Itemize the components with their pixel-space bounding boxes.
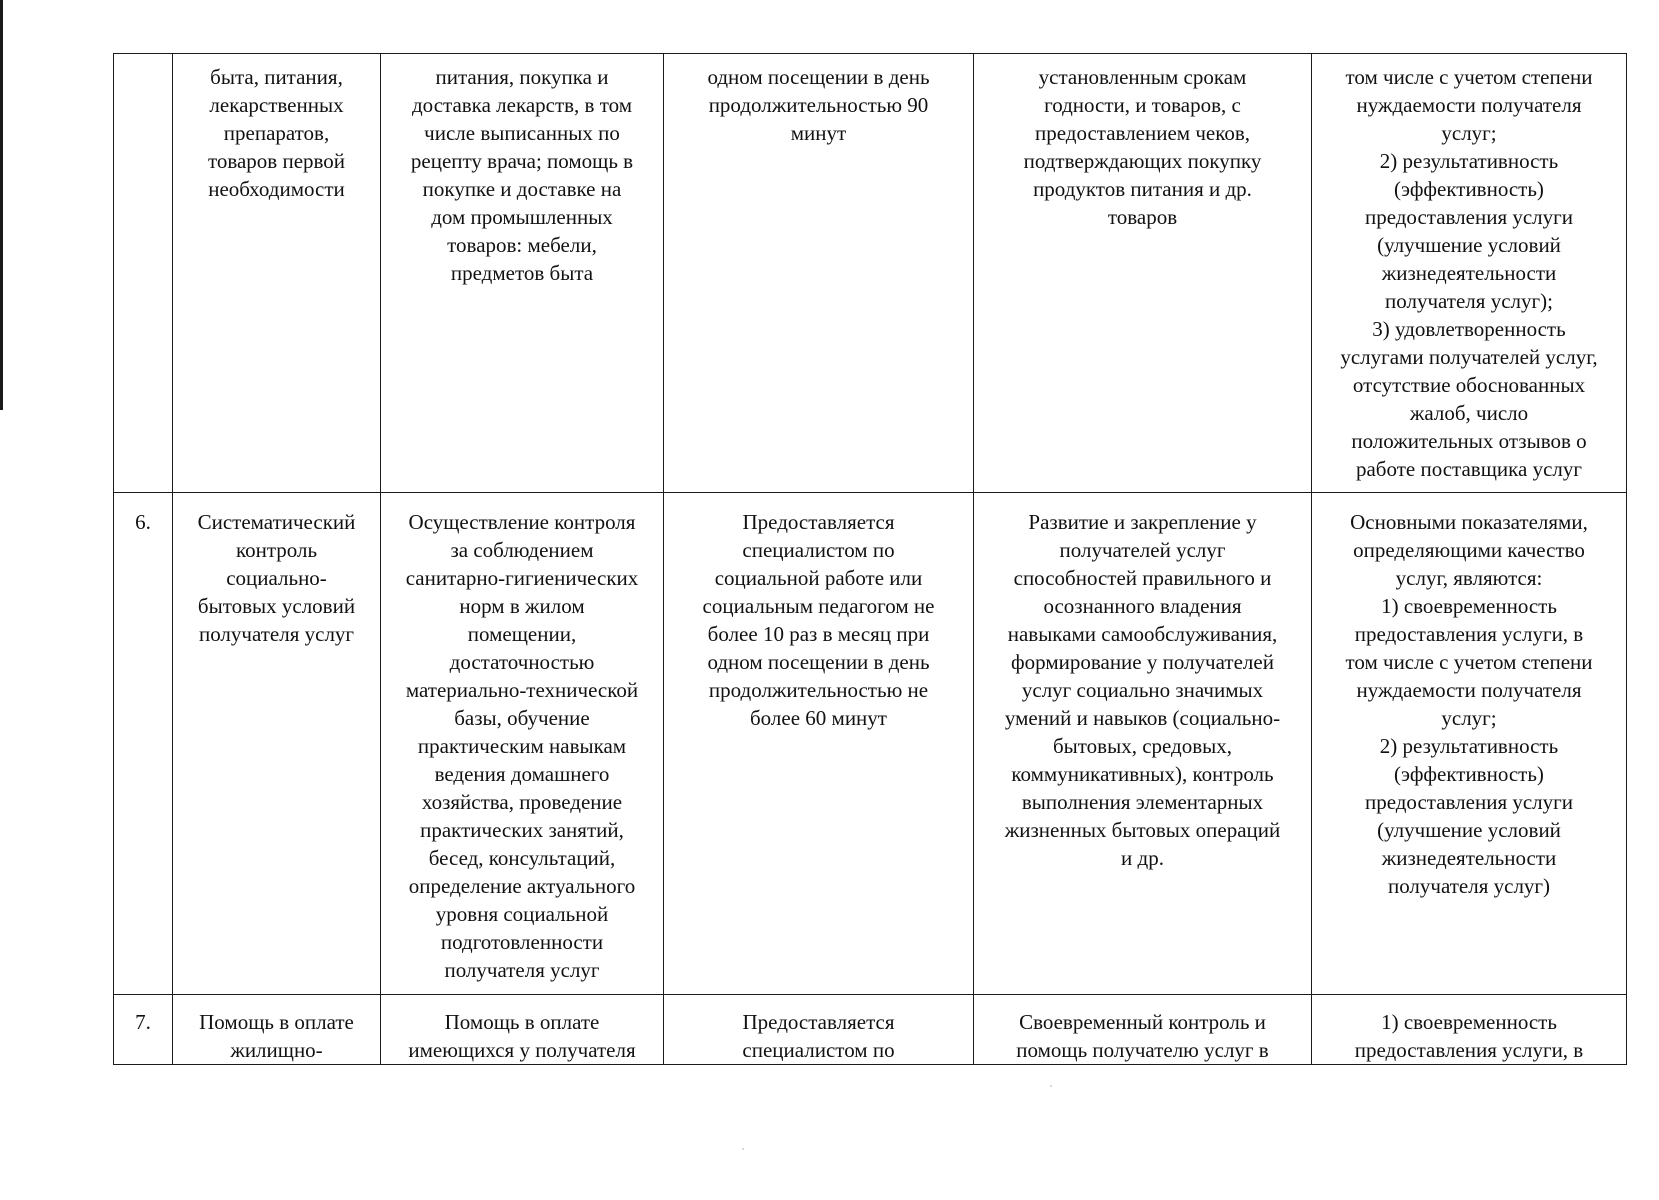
row-number: [114, 54, 173, 493]
table-row: [114, 995, 1627, 1065]
service-description: питания, покупка и доставка лекарств, в том числе выписанных по рецепту врача; помощь в покупке и доставке на дом промышленных товаров: мебели, предметов быта: [381, 54, 664, 493]
service-description: Помощь в оплате имеющихся у получателя: [381, 995, 664, 1065]
quality-indicators: 1) своевременность предоставления услуги, в: [1312, 995, 1627, 1065]
table-row: [114, 493, 1627, 995]
scan-edge: [0, 0, 3, 410]
service-name: Систематический контроль социально- бытовых условий получателя услуг: [173, 493, 381, 995]
row-number: 6.: [114, 493, 173, 995]
row-number: 7.: [114, 995, 173, 1065]
table-row: [114, 54, 1627, 493]
quality-indicators: том числе с учетом степени нуждаемости получателя услуг; 2) результативность (эффективность) предоставления услуги (улучшение условий жизнедеятельности получателя услуг); 3) удовлетворенность услугами получателей услуг, отсутствие обоснованных жалоб, число положительных отзывов о работе поставщика услуг: [1312, 54, 1627, 493]
service-standard: Развитие и закрепление у получателей услуг способностей правильного и осознанного владения навыками самообслуживания, формирование у получателей услуг социально значимых умений и навыков (социально- бытовых, средовых, коммуникативных), контроль выполнения элементарных жизненных бытовых операций и др.: [974, 493, 1312, 995]
scan-speck: [742, 1148, 744, 1150]
service-name: быта, питания, лекарственных препаратов, товаров первой необходимости: [173, 54, 381, 493]
service-description: Осуществление контроля за соблюдением санитарно-гигиенических норм в жилом помещении, достаточностью материально-технической базы, обучение практическим навыкам ведения домашнего хозяйства, проведение практических занятий, бесед, консультаций, определение актуального уровня социальной подготовленности получателя услуг: [381, 493, 664, 995]
service-terms: одном посещении в день продолжительностью 90 минут: [664, 54, 974, 493]
services-table: [113, 53, 1627, 1065]
service-name: Помощь в оплате жилищно-: [173, 995, 381, 1065]
service-standard: установленным срокам годности, и товаров, с предоставлением чеков, подтверждающих покупку продуктов питания и др. товаров: [974, 54, 1312, 493]
scan-speck: [1050, 1085, 1052, 1087]
service-standard: Своевременный контроль и помощь получателю услуг в: [974, 995, 1312, 1065]
service-terms: Предоставляется специалистом по социальной работе или социальным педагогом не более 10 раз в месяц при одном посещении в день продолжительностью не более 60 минут: [664, 493, 974, 995]
quality-indicators: Основными показателями, определяющими качество услуг, являются: 1) своевременность предоставления услуги, в том числе с учетом степени нуждаемости получателя услуг; 2) результативность (эффективность) предоставления услуги (улучшение условий жизнедеятельности получателя услуг): [1312, 493, 1627, 995]
service-terms: Предоставляется специалистом по: [664, 995, 974, 1065]
